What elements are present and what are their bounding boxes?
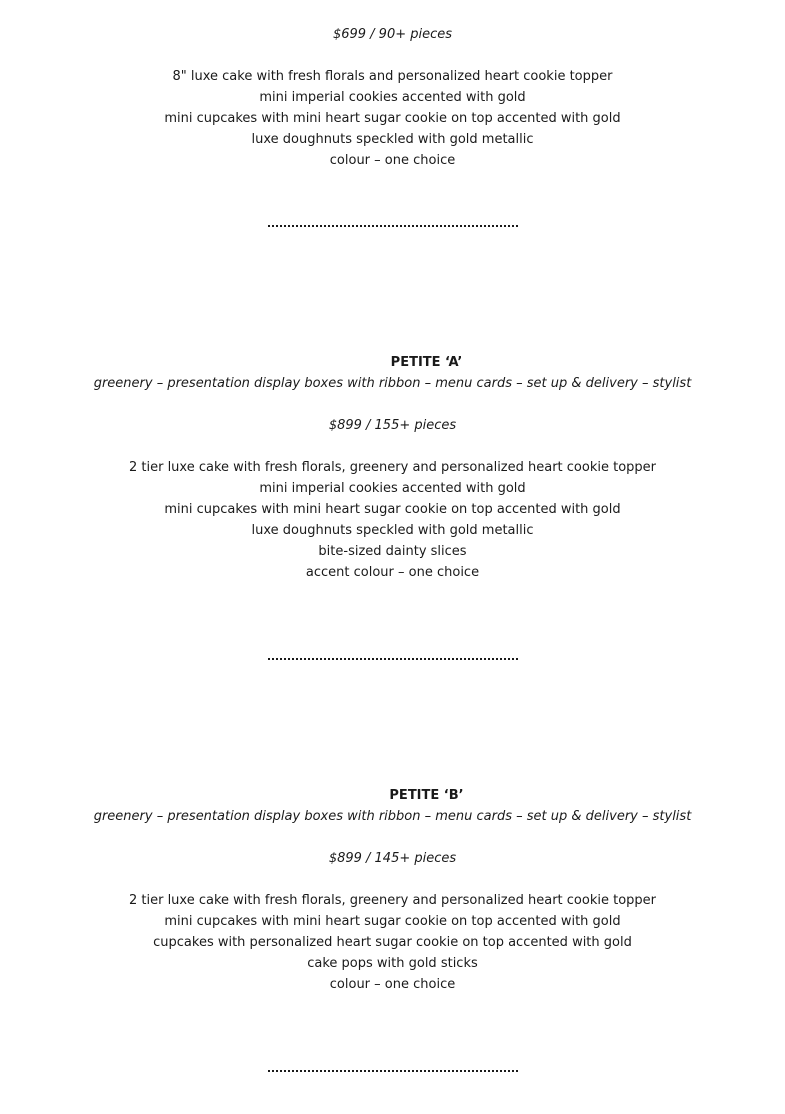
section-1-item: luxe doughnuts speckled with gold metallic — [251, 523, 534, 538]
section-0-item: mini cupcakes with mini heart sugar cookie on top accented with gold — [164, 111, 621, 126]
section-2-item: mini cupcakes with mini heart sugar cookie on top accented with gold — [164, 914, 621, 929]
section-2-price: $899 / 145+ pieces — [328, 851, 457, 866]
section-2-item: colour – one choice — [329, 977, 456, 992]
section-2-item: 2 tier luxe cake with fresh florals, greenery and personalized heart cookie topper — [128, 893, 657, 908]
section-0-item: colour – one choice — [329, 153, 456, 168]
section-2-item: cupcakes with personalized heart sugar cookie on top accented with gold — [153, 935, 632, 950]
section-1-item: mini imperial cookies accented with gold — [259, 481, 526, 496]
section-divider — [268, 1070, 518, 1072]
section-2-subtitle: greenery – presentation display boxes with ribbon – menu cards – set up & delivery – stylist — [93, 809, 692, 824]
section-divider — [268, 225, 518, 227]
section-divider — [268, 658, 518, 660]
section-1-title: PETITE ‘A’ — [390, 355, 463, 370]
section-1-subtitle: greenery – presentation display boxes with ribbon – menu cards – set up & delivery – stylist — [93, 376, 692, 391]
section-0-item: 8" luxe cake with fresh florals and personalized heart cookie topper — [172, 69, 613, 84]
section-0-item: mini imperial cookies accented with gold — [259, 90, 526, 105]
section-1-price: $899 / 155+ pieces — [328, 418, 457, 433]
section-2-item: cake pops with gold sticks — [307, 956, 478, 971]
section-1-item: bite-sized dainty slices — [318, 544, 467, 559]
section-2-title: PETITE ‘B’ — [389, 788, 464, 803]
section-0-item: luxe doughnuts speckled with gold metallic — [251, 132, 534, 147]
section-1-item: accent colour – one choice — [305, 565, 480, 580]
section-1-item: mini cupcakes with mini heart sugar cookie on top accented with gold — [164, 502, 621, 517]
section-0-price: $699 / 90+ pieces — [332, 27, 453, 42]
section-1-item: 2 tier luxe cake with fresh florals, greenery and personalized heart cookie topper — [128, 460, 657, 475]
